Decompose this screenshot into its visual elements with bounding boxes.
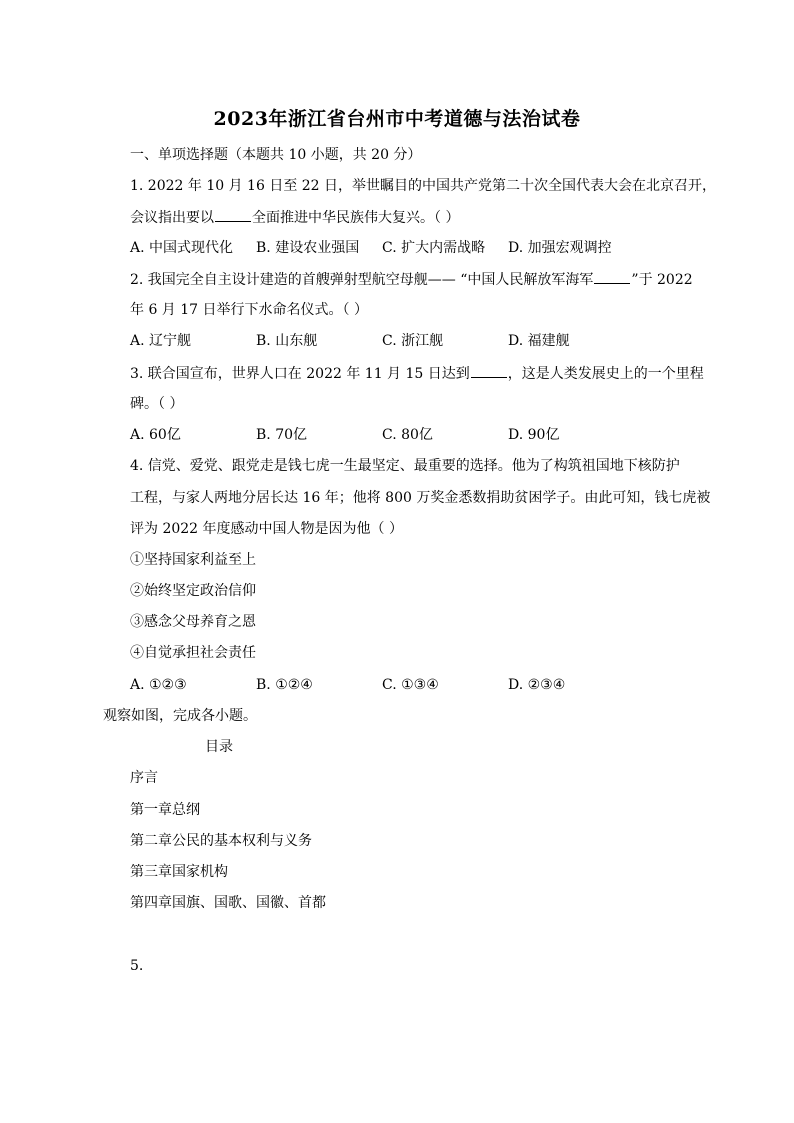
q2-stem-text: 2. 我国完全自主设计建造的首艘弹射型航空母舰—— “中国人民解放军海军 bbox=[130, 272, 594, 288]
q3-stem-line1 bbox=[130, 363, 710, 384]
q4-option-a: A. ①②③ bbox=[130, 677, 187, 693]
q1-blank bbox=[215, 207, 251, 222]
q3-option-c: C. 80亿 bbox=[382, 427, 433, 443]
q4-item-2: ②始终坚定政治信仰 bbox=[130, 583, 256, 599]
q2-options bbox=[130, 331, 730, 351]
toc-item-3: 第二章公民的基本权利与义务 bbox=[130, 833, 312, 849]
q2-stem-line1 bbox=[130, 269, 710, 290]
q3-blank bbox=[471, 363, 507, 378]
q3-stem-text-end: ，这是人类发展史上的一个里程 bbox=[507, 366, 704, 382]
q4-stem-line3: 评为 2022 年度感动中国人物是因为他（ ） bbox=[130, 521, 403, 537]
q3-option-a: A. 60亿 bbox=[130, 427, 181, 443]
q4-item-4: ④自觉承担社会责任 bbox=[130, 645, 256, 661]
q4-option-c: C. ①③④ bbox=[382, 677, 439, 693]
q4-options bbox=[130, 675, 730, 695]
q2-option-c: C. 浙江舰 bbox=[382, 333, 444, 349]
q2-stem-text-end: ”于 2022 bbox=[631, 272, 693, 288]
q4-item-3: ③感念父母养育之恩 bbox=[130, 614, 256, 630]
q1-stem-text: 会议指出要以 bbox=[130, 210, 214, 226]
q1-stem-line1: 1. 2022 年 10 月 16 日至 22 日，举世瞩目的中国共产党第二十次全国代表大会在北京召开， bbox=[130, 178, 717, 194]
q4-option-d: D. ②③④ bbox=[508, 677, 566, 693]
q1-stem-text-end: 全面推进中华民族伟大复兴。（ ） bbox=[252, 210, 460, 226]
q3-option-d: D. 90亿 bbox=[508, 427, 560, 443]
q3-stem-text: 3. 联合国宣布，世界人口在 2022 年 11 月 15 日达到 bbox=[130, 366, 470, 382]
q4-stem-line1: 4. 信党、爱党、跟党走是钱七虎一生最坚定、最重要的选择。他为了构筑祖国地下核防护 bbox=[130, 458, 680, 474]
q2-option-a: A. 辽宁舰 bbox=[130, 333, 192, 349]
q3-stem-line2: 碑。（ ） bbox=[130, 396, 184, 412]
q1-options bbox=[130, 238, 730, 258]
exam-title: 2023年浙江省台州市中考道德与法治试卷 bbox=[213, 108, 581, 130]
q3-options bbox=[130, 425, 730, 445]
q2-blank bbox=[594, 269, 630, 284]
toc-item-1: 序言 bbox=[130, 770, 158, 786]
q4-stem-line2: 工程，与家人两地分居长达 16 年；他将 800 万奖金悉数捐助贫困学子。由此可知，钱七虎被 bbox=[130, 490, 711, 506]
q2-option-b: B. 山东舰 bbox=[256, 333, 318, 349]
q3-option-b: B. 70亿 bbox=[256, 427, 308, 443]
toc-item-4: 第三章国家机构 bbox=[130, 864, 228, 880]
q1-stem-line2 bbox=[130, 207, 710, 228]
toc-item-5: 第四章国旗、国歌、国徽、首都 bbox=[130, 895, 326, 911]
q4-item-1: ①坚持国家利益至上 bbox=[130, 552, 256, 568]
group-intro: 观察如图，完成各小题。 bbox=[103, 708, 257, 724]
q1-option-b: B. 建设农业强国 bbox=[256, 240, 360, 256]
q4-option-b: B. ①②④ bbox=[256, 677, 313, 693]
toc-heading: 目录 bbox=[205, 739, 233, 755]
q2-stem-line2: 年 6 月 17 日举行下水命名仪式。（ ） bbox=[130, 302, 368, 318]
toc-item-2: 第一章总纲 bbox=[130, 802, 200, 818]
section-heading: 一、单项选择题（本题共 10 小题，共 20 分） bbox=[130, 147, 422, 163]
q1-option-a: A. 中国式现代化 bbox=[130, 240, 234, 256]
q5-number: 5. bbox=[130, 958, 144, 974]
q1-option-d: D. 加强宏观调控 bbox=[508, 240, 612, 256]
q1-option-c: C. 扩大内需战略 bbox=[382, 240, 486, 256]
q2-option-d: D. 福建舰 bbox=[508, 333, 570, 349]
